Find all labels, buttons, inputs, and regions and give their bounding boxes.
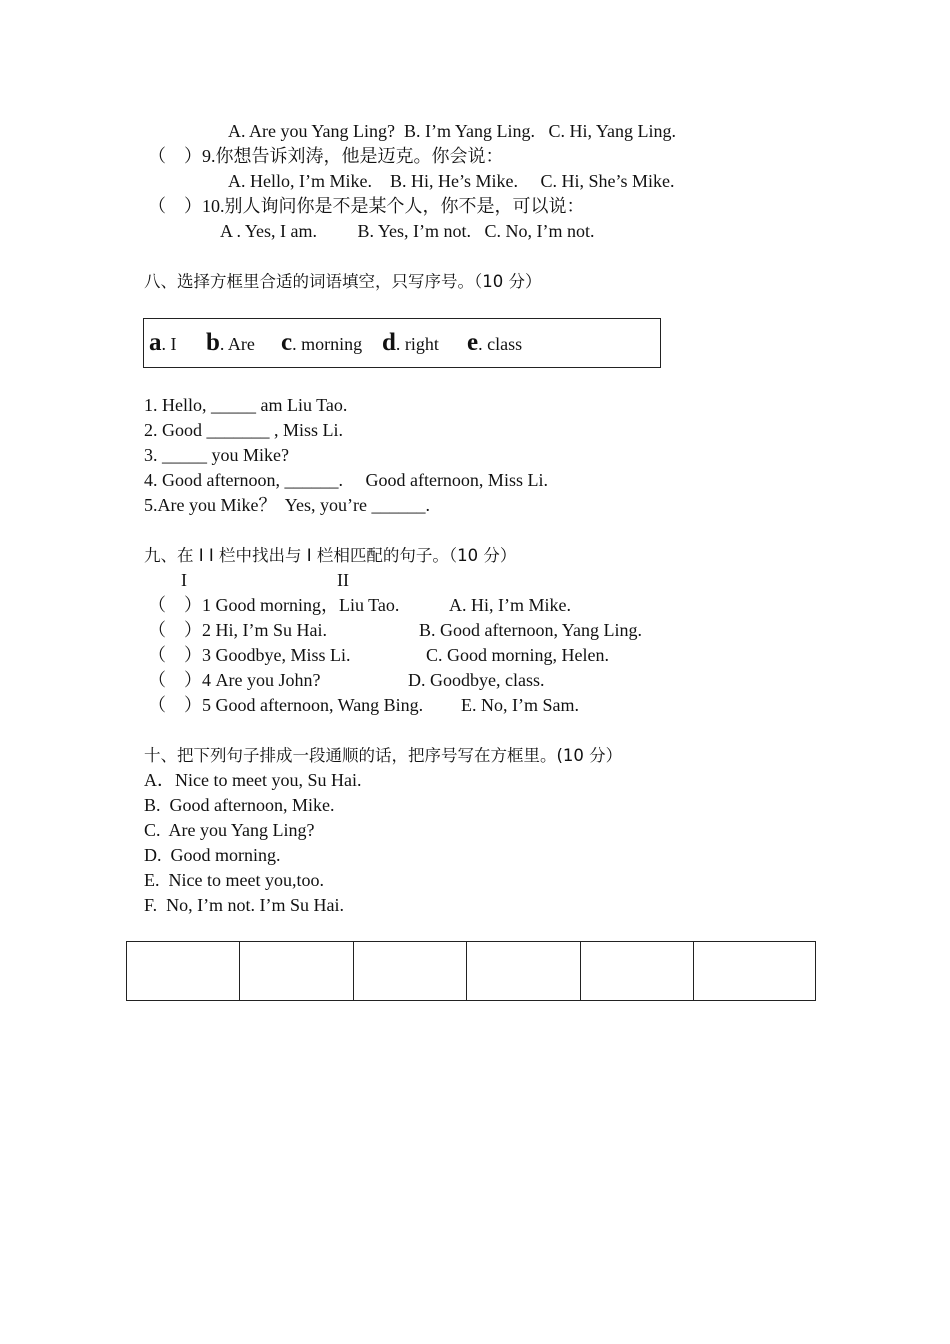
fill-item-4: 4. Good afternoon, ______. Good afternoon, Miss Li.: [144, 470, 548, 490]
order-sentence-f: F. No, I’m not. I’m Su Hai.: [144, 895, 345, 915]
answer-cell-5[interactable]: [581, 942, 694, 1000]
q10-options: A . Yes, I am. B. Yes, I’m not. C. No, I’m not.: [220, 221, 595, 241]
word-option-a: a. I: [149, 329, 177, 356]
section10-title: 十、把下列句子排成一段通顺的话，把序号写在方框里。(10 分）: [144, 746, 623, 765]
match-left-2: （ ）2 Hi, I’m Su Hai.: [148, 620, 327, 640]
fill-item-5: 5.Are you Mike？ Yes, you’re ______.: [144, 495, 430, 515]
match-right-3: C. Good morning, Helen.: [426, 645, 609, 665]
word-option-e: e. class: [467, 329, 523, 356]
fill-item-1: 1. Hello, _____ am Liu Tao.: [144, 395, 348, 415]
word-option-b: b. Are: [206, 329, 255, 356]
match-left-1: （ ）1 Good morning，Liu Tao.: [148, 595, 400, 615]
word-option-c: c. morning: [281, 329, 363, 356]
answer-grid: [126, 941, 816, 1001]
match-left-4: （ ）4 Are you John?: [148, 670, 321, 690]
match-left-5: （ ）5 Good afternoon, Wang Bing.: [148, 695, 424, 715]
match-left-3: （ ）3 Goodbye, Miss Li.: [148, 645, 351, 665]
q10-prompt: （ ）10.别人询问你是不是某个人，你不是，可以说：: [148, 196, 585, 216]
column-header-1: I: [181, 570, 187, 590]
order-sentence-c: C. Are you Yang Ling?: [144, 820, 315, 840]
answer-cell-4[interactable]: [467, 942, 581, 1000]
q9-options: A. Hello, I’m Mike. B. Hi, He’s Mike. C. Hi, She’s Mike.: [228, 171, 675, 191]
section8-title: 八、选择方框里合适的词语填空，只写序号。（10 分）: [144, 272, 542, 291]
answer-cell-1[interactable]: [127, 942, 240, 1000]
match-right-2: B. Good afternoon, Yang Ling.: [419, 620, 642, 640]
order-sentence-a: A．Nice to meet you, Su Hai.: [144, 770, 362, 790]
section9-title: 九、在 I I 栏中找出与 I 栏相匹配的句子。（10 分）: [144, 546, 517, 565]
match-right-4: D. Goodbye, class.: [408, 670, 545, 690]
answer-cell-6[interactable]: [694, 942, 815, 1000]
column-header-2: II: [337, 570, 349, 590]
order-sentence-d: D. Good morning.: [144, 845, 281, 865]
fill-item-2: 2. Good _______ , Miss Li.: [144, 420, 344, 440]
word-option-d: d. right: [382, 329, 439, 356]
answer-cell-2[interactable]: [240, 942, 354, 1000]
fill-item-3: 3. _____ you Mike?: [144, 445, 289, 465]
q9-prompt: （ ）9.你想告诉刘涛，他是迈克。你会说：: [148, 146, 504, 166]
match-right-1: A. Hi, I’m Mike.: [449, 595, 571, 615]
match-right-5: E. No, I’m Sam.: [461, 695, 579, 715]
word-bank-box: [143, 318, 661, 368]
answer-cell-3[interactable]: [354, 942, 467, 1000]
order-sentence-e: E. Nice to meet you,too.: [144, 870, 324, 890]
q8-options: A. Are you Yang Ling? B. I’m Yang Ling. C. Hi, Yang Ling.: [228, 121, 677, 141]
order-sentence-b: B. Good afternoon, Mike.: [144, 795, 335, 815]
